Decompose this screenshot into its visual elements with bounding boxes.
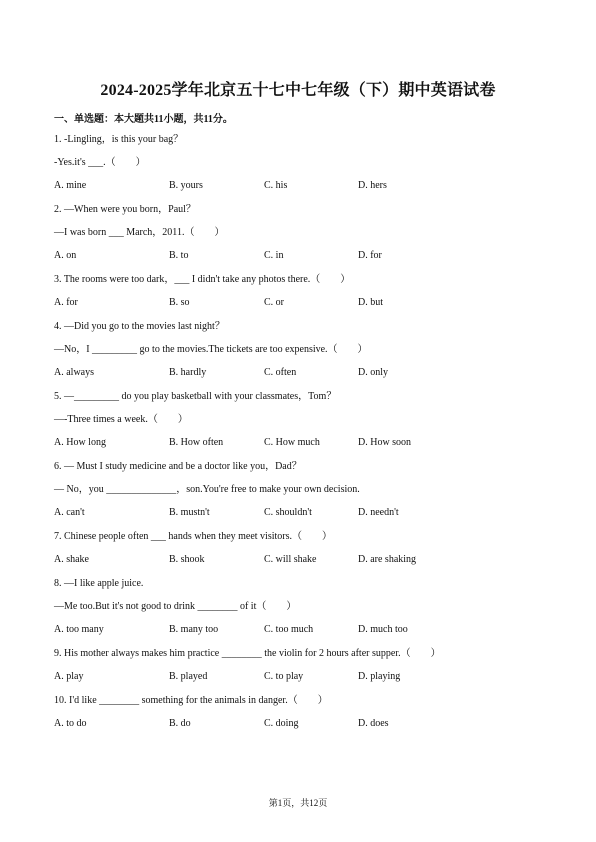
question-5-line-1: 5. —_________ do you play basketball with your classmates，Tom？	[54, 391, 337, 402]
option-c: C. his	[264, 180, 288, 191]
option-d: D. much too	[358, 624, 408, 635]
option-a: A. How long	[54, 437, 106, 448]
option-a: A. to do	[54, 718, 87, 729]
question-1-line-1: 1. -Lingling，is this your bag？	[54, 134, 184, 145]
question-5-line-2: —-Three times a week.（ ）	[54, 414, 188, 425]
option-d: D. does	[358, 718, 389, 729]
question-1-options	[54, 180, 554, 192]
section-heading: 一、单选题：本大题共11小题，共11分。	[54, 114, 233, 125]
question-2-line-2: —I was born ___ March，2011.（ ）	[54, 227, 225, 238]
option-a: A. always	[54, 367, 94, 378]
option-c: C. shouldn't	[264, 507, 312, 518]
option-a: A. play	[54, 671, 84, 682]
question-4-options	[54, 367, 554, 379]
page-footer: 第1页，共12页	[268, 798, 328, 808]
option-b: B. so	[169, 297, 190, 308]
option-d: D. hers	[358, 180, 387, 191]
question-4-line-2: —No，I _________ go to the movies.The tickets are too expensive.（ ）	[54, 344, 368, 355]
question-1-line-2: -Yes.it's ___.（ ）	[54, 157, 146, 168]
question-5-options	[54, 437, 554, 449]
question-8-line-2: —Me too.But it's not good to drink ________ of it（ ）	[54, 601, 297, 612]
question-8-options	[54, 624, 554, 636]
question-9-line-1: 9. His mother always makes him practice ________ the violin for 2 hours after supper.（ ）	[54, 648, 441, 659]
question-3-line-1: 3. The rooms were too dark，___ I didn't take any photos there.（ ）	[54, 274, 351, 285]
option-d: D. playing	[358, 671, 401, 682]
option-b: B. played	[169, 671, 208, 682]
option-a: A. mine	[54, 180, 87, 191]
option-a: A. for	[54, 297, 78, 308]
option-b: B. many too	[169, 624, 219, 635]
exam-title: 2024-2025学年北京五十七中七年级（下）期中英语试卷	[100, 82, 496, 99]
question-3-options	[54, 297, 554, 309]
option-c: C. often	[264, 367, 297, 378]
question-10-options	[54, 718, 554, 730]
option-c: C. doing	[264, 718, 299, 729]
question-2-line-1: 2. —When were you born，Paul？	[54, 204, 196, 215]
option-b: B. yours	[169, 180, 203, 191]
question-6-line-1: 6. — Must I study medicine and be a doctor like you，Dad？	[54, 461, 302, 472]
option-b: B. hardly	[169, 367, 207, 378]
question-7-line-1: 7. Chinese people often ___ hands when they meet visitors.（ ）	[54, 531, 333, 542]
option-b: B. shook	[169, 554, 205, 565]
option-a: A. on	[54, 250, 77, 261]
option-c: C. in	[264, 250, 284, 261]
option-d: D. are shaking	[358, 554, 417, 565]
question-6-options	[54, 507, 554, 519]
option-c: C. How much	[264, 437, 320, 448]
option-c: C. or	[264, 297, 284, 308]
option-c: C. will shake	[264, 554, 317, 565]
option-a: A. shake	[54, 554, 89, 565]
option-d: D. How soon	[358, 437, 412, 448]
question-10-line-1: 10. I'd like ________ something for the animals in danger.（ ）	[54, 695, 328, 706]
option-b: B. do	[169, 718, 191, 729]
option-d: D. for	[358, 250, 382, 261]
question-7-options	[54, 554, 554, 566]
question-8-line-1: 8. —I like apple juice.	[54, 578, 144, 589]
option-a: A. can't	[54, 507, 85, 518]
option-c: C. to play	[264, 671, 304, 682]
option-b: B. mustn't	[169, 507, 210, 518]
option-d: D. needn't	[358, 507, 399, 518]
option-b: B. to	[169, 250, 189, 261]
question-9-options	[54, 671, 554, 683]
option-c: C. too much	[264, 624, 314, 635]
option-d: D. only	[358, 367, 388, 378]
option-d: D. but	[358, 297, 383, 308]
question-4-line-1: 4. —Did you go to the movies last night？	[54, 321, 225, 332]
question-2-options	[54, 250, 554, 262]
option-a: A. too many	[54, 624, 104, 635]
option-b: B. How often	[169, 437, 224, 448]
question-6-line-2: — No，you ______________，son.You're free to make your own decision.	[54, 484, 360, 495]
